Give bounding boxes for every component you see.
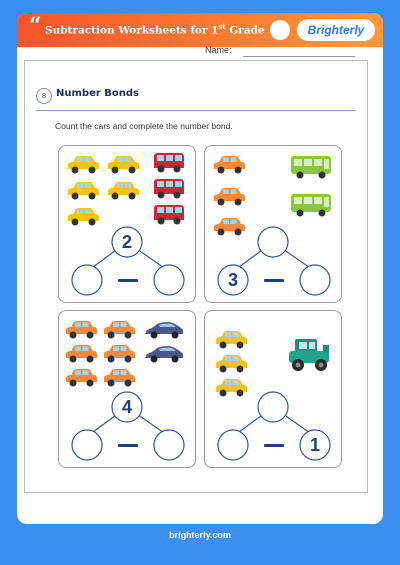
bond-whole-value[interactable]: 2 — [121, 232, 132, 252]
bond-part-right-circle — [300, 265, 330, 295]
red-van-icon — [151, 151, 187, 173]
blue-sports-car-icon — [143, 343, 185, 365]
yellow-car-icon — [105, 154, 141, 176]
bond-part-right-value[interactable]: 1 — [309, 435, 320, 455]
orange-car-icon — [101, 367, 137, 389]
red-van-icon — [151, 177, 187, 199]
bond-part-right-circle — [154, 430, 184, 460]
instructions: Count the cars and complete the number bond. — [55, 121, 233, 131]
bond-whole-circle — [258, 227, 288, 257]
yellow-car-icon — [213, 353, 249, 375]
bond-part-right-circle — [154, 265, 184, 295]
bond-card-3 — [58, 310, 196, 468]
orange-car-icon — [101, 319, 137, 341]
header-circle-icon — [270, 20, 290, 40]
bond-card-4 — [204, 310, 342, 468]
brand-logo-text: Brighterly — [307, 23, 365, 37]
green-bus-icon — [289, 192, 333, 218]
yellow-car-icon — [65, 206, 101, 228]
minus-sign — [118, 279, 138, 282]
red-van-icon — [151, 203, 187, 225]
yellow-car-icon — [213, 377, 249, 399]
name-field[interactable] — [243, 56, 355, 57]
worksheet-title: Subtraction Worksheets for 1st Grade — [45, 22, 265, 37]
section-divider — [36, 110, 356, 111]
green-jeep-icon — [285, 335, 333, 375]
name-label: Name: — [205, 45, 232, 55]
quote-icon: “ — [29, 13, 42, 39]
orange-car-icon — [101, 343, 137, 365]
footer-site[interactable]: brighterly.com — [169, 530, 231, 540]
orange-car-icon — [63, 343, 99, 365]
orange-car-icon — [211, 154, 247, 176]
minus-sign — [264, 279, 284, 282]
minus-sign — [264, 444, 284, 447]
orange-car-icon — [211, 216, 247, 238]
yellow-car-icon — [213, 329, 249, 351]
brand-logo[interactable] — [297, 19, 375, 41]
orange-car-icon — [211, 186, 247, 208]
green-bus-icon — [289, 154, 333, 180]
worksheet-header — [17, 13, 383, 47]
yellow-car-icon — [65, 180, 101, 202]
bond-card-1 — [58, 145, 196, 303]
section-number: 8 — [36, 88, 52, 104]
blue-sports-car-icon — [143, 319, 185, 341]
section-title: Number Bonds — [56, 88, 139, 99]
bond-part-left-circle — [72, 430, 102, 460]
yellow-car-icon — [65, 154, 101, 176]
orange-car-icon — [63, 319, 99, 341]
minus-sign — [118, 444, 138, 447]
bond-part-left-value[interactable]: 3 — [227, 270, 238, 290]
yellow-car-icon — [105, 180, 141, 202]
name-row — [205, 45, 355, 59]
bond-whole-circle — [258, 392, 288, 422]
bond-part-left-circle — [218, 430, 248, 460]
orange-car-icon — [63, 367, 99, 389]
bond-card-2 — [204, 145, 342, 303]
bond-whole-value[interactable]: 4 — [121, 397, 132, 417]
bond-part-left-circle — [72, 265, 102, 295]
